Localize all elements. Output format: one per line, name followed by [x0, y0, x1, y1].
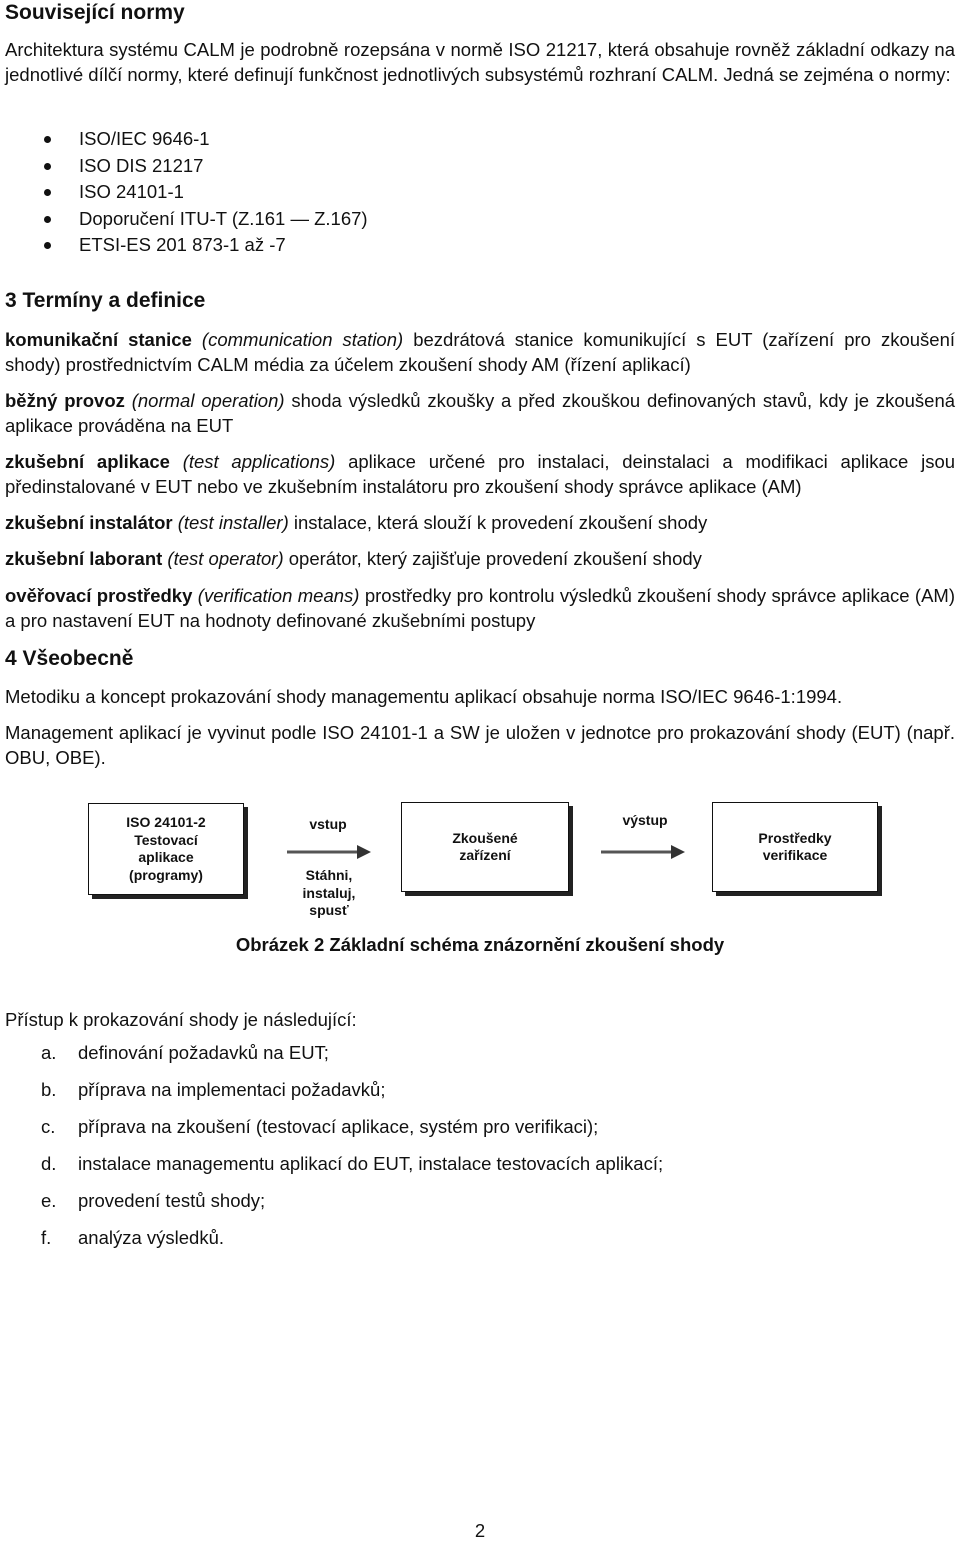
- list-item: ETSI-ES 201 873-1 až -7: [5, 232, 368, 259]
- list-item: f. analýza výsledků.: [41, 1227, 225, 1248]
- list-item: ISO DIS 21217: [5, 153, 368, 180]
- bullet-icon: [44, 163, 51, 170]
- box-test-applications: ISO 24101-2 Testovací aplikace (programy): [88, 803, 244, 895]
- arrow-label-actions: Stáhni, instaluj, spusť: [302, 867, 356, 918]
- page-number: 2: [474, 1520, 486, 1541]
- bullet-icon: [44, 136, 51, 143]
- definition-communication-station: komunikační stanice (communication station) bezdrátová stanice komunikující s EUT (zařízení pro zkoušení shody) prostřednictvím CALM média za účelem zkoušení shody AM (řízení aplikací): [5, 329, 955, 375]
- approach-intro: Přístup k prokazování shody je následující:: [5, 1009, 357, 1030]
- bullet-icon: [44, 242, 51, 249]
- standards-list: [5, 126, 368, 259]
- definition-normal-operation: běžný provoz (normal operation) shoda výsledků zkoušky a před zkouškou definovaných stavů, kdy je zkoušená aplikace prováděna na EUT: [5, 390, 956, 436]
- related-standards-intro: Architektura systému CALM je podrobně rozepsána v normě ISO 21217, která obsahuje rovněž základní odkazy na jednotlivé dílčí normy, které definují funkčnost jednotlivých subsystémů rozhraní CALM. Jedná se zejména o normy:: [5, 39, 955, 85]
- general-paragraph-2: Management aplikací je vyvinut podle ISO 24101-1 a SW je uložen v jednotce pro prokazování shody (EUT) (např. OBU, OBE).: [5, 722, 955, 768]
- definition-test-operator: zkušební laborant (test operator) operátor, který zajišťuje provedení zkoušení shody: [5, 548, 702, 569]
- box-device-under-test: Zkoušené zařízení: [401, 802, 569, 892]
- definition-test-applications: zkušební aplikace (test applications) aplikace určené pro instalaci, deinstalaci a modifikaci aplikace jsou předinstalované v EUT nebo ve zkušebním instalátoru pro zkoušení shody správce aplikace (AM): [5, 451, 956, 497]
- approach-list: [5, 1041, 663, 1263]
- list-item: ISO/IEC 9646-1: [5, 126, 368, 153]
- list-item: c. příprava na zkoušení (testovací aplikace, systém pro verifikaci);: [41, 1116, 599, 1137]
- list-item: ISO 24101-1: [5, 179, 368, 206]
- figure-caption: Obrázek 2 Základní schéma znázornění zkoušení shody: [235, 934, 725, 955]
- definition-test-installer: zkušební instalátor (test installer) instalace, která slouží k provedení zkoušení shody: [5, 512, 708, 533]
- arrow-right-icon: [599, 842, 689, 862]
- bullet-icon: [44, 189, 51, 196]
- arrow-label-output: výstup: [622, 812, 668, 828]
- list-item: e. provedení testů shody;: [41, 1190, 266, 1211]
- document-page: [5, 0, 955, 1541]
- arrow-label-input: vstup: [309, 816, 347, 832]
- definition-verification-means: ověřovací prostředky (verification means) prostředky pro kontrolu výsledků zkoušení shody správce aplikace (AM) a pro nastavení EUT na hodnoty definované zkušebními postupy: [5, 585, 955, 631]
- general-paragraph-1: Metodiku a koncept prokazování shody managementu aplikací obsahuje norma ISO/IEC 9646-1:1994.: [5, 686, 843, 707]
- arrow-right-icon: [285, 842, 375, 862]
- list-item: d. instalace managementu aplikací do EUT, instalace testovacích aplikací;: [41, 1153, 664, 1174]
- list-item: a. definování požadavků na EUT;: [41, 1042, 329, 1063]
- section-heading-general: 4 Všeobecně: [5, 647, 134, 670]
- box-verification-means: Prostředky verifikace: [712, 802, 878, 892]
- section-heading-terms: 3 Termíny a definice: [5, 289, 206, 312]
- list-item: b. příprava na implementaci požadavků;: [41, 1079, 386, 1100]
- bullet-icon: [44, 216, 51, 223]
- section-heading-related-standards: Související normy: [5, 1, 185, 24]
- list-item: Doporučení ITU-T (Z.161 — Z.167): [5, 206, 368, 233]
